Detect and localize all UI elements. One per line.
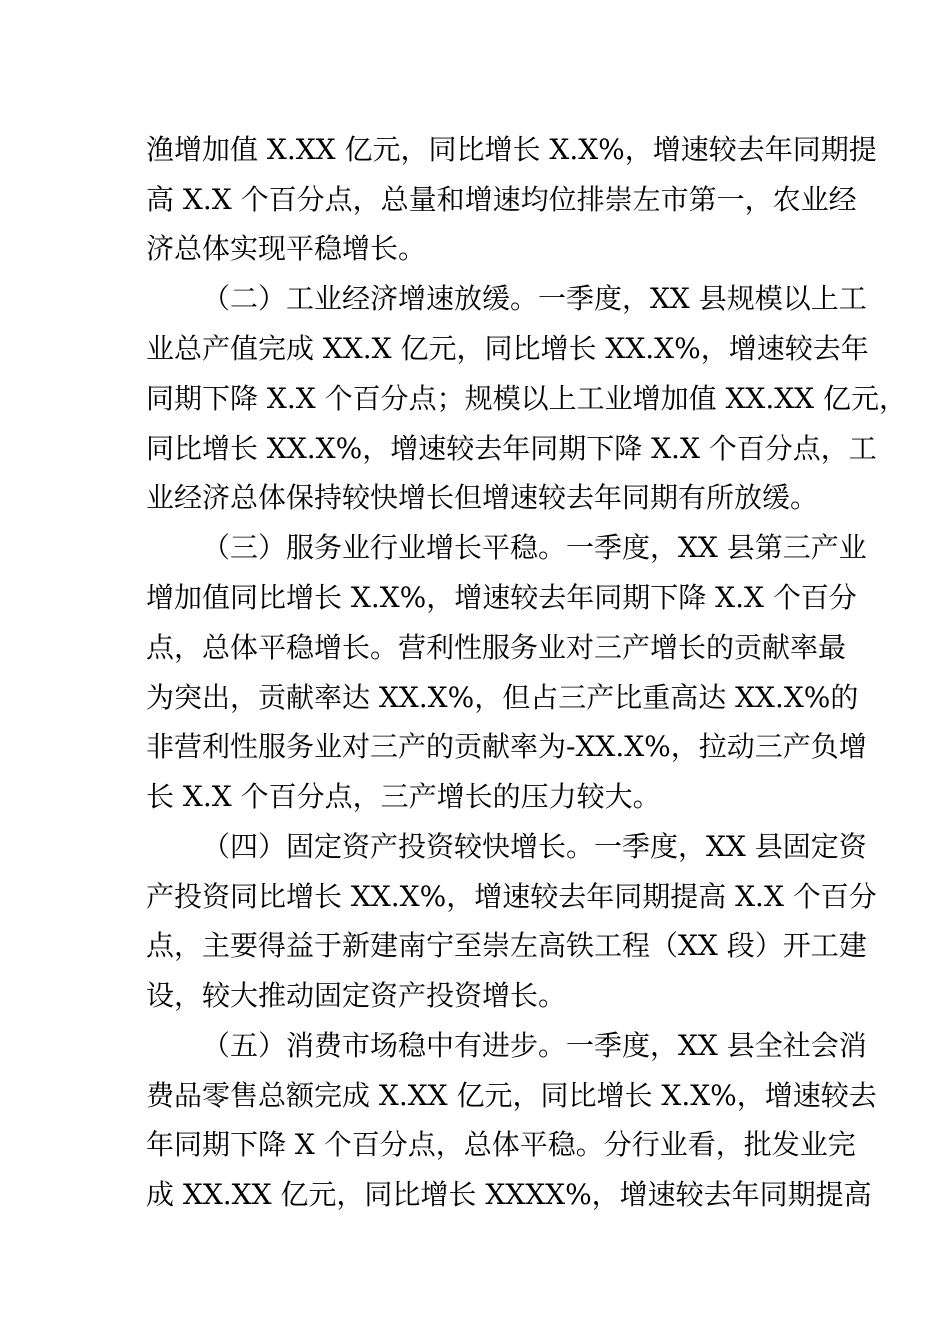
text-line: 增加值同比增长 X.X%，增速较去年同期下降 X.X 个百分	[146, 581, 857, 614]
text-line: 为突出，贡献率达 XX.X%，但占三产比重高达 XX.X%的	[146, 681, 859, 714]
text-line: 同比增长 XX.X%，增速较去年同期下降 X.X 个百分点，工	[146, 432, 877, 465]
text-line: 点，主要得益于新建南宁至崇左高铁工程（XX 段）开工建	[146, 929, 867, 962]
text-line: 济总体实现平稳增长。	[146, 232, 427, 265]
text-line: 费品零售总额完成 X.XX 亿元，同比增长 X.X%，增速较去	[146, 1079, 877, 1112]
text-line: 设，较大推动固定资产投资增长。	[146, 979, 567, 1012]
text-line: 长 X.X 个百分点，三产增长的压力较大。	[146, 780, 661, 813]
text-line: 非营利性服务业对三产的贡献率为-XX.X%，拉动三产负增	[146, 730, 867, 763]
text-line: 渔增加值 X.XX 亿元，同比增长 X.X%，增速较去年同期提	[146, 133, 877, 166]
text-line: 年同期下降 X 个百分点，总体平稳。分行业看，批发业完	[146, 1128, 856, 1161]
text-line: 成 XX.XX 亿元，同比增长 XXXX%，增速较去年同期提高	[146, 1178, 872, 1211]
paragraph-heading-4: （四）固定资产投资较快增长。一季度，XX 县固定资	[202, 830, 867, 863]
text-line: 业经济总体保持较快增长但增速较去年同期有所放缓。	[146, 481, 819, 514]
text-line: 业总产值完成 XX.X 亿元，同比增长 XX.X%，增速较去年	[146, 332, 869, 365]
text-line: 高 X.X 个百分点，总量和增速均位排崇左市第一，农业经	[146, 183, 857, 216]
paragraph-heading-3: （三）服务业行业增长平稳。一季度，XX 县第三产业	[202, 531, 867, 564]
text-line: 点，总体平稳增长。营利性服务业对三产增长的贡献率最	[146, 631, 847, 664]
text-line: 同期下降 X.X 个百分点；规模以上工业增加值 XX.XX 亿元，	[146, 382, 908, 415]
paragraph-heading-2: （二）工业经济增速放缓。一季度，XX 县规模以上工	[202, 282, 867, 315]
text-line: 产投资同比增长 XX.X%，增速较去年同期提高 X.X 个百分	[146, 880, 877, 913]
paragraph-heading-5: （五）消费市场稳中有进步。一季度，XX 县全社会消	[202, 1029, 867, 1062]
